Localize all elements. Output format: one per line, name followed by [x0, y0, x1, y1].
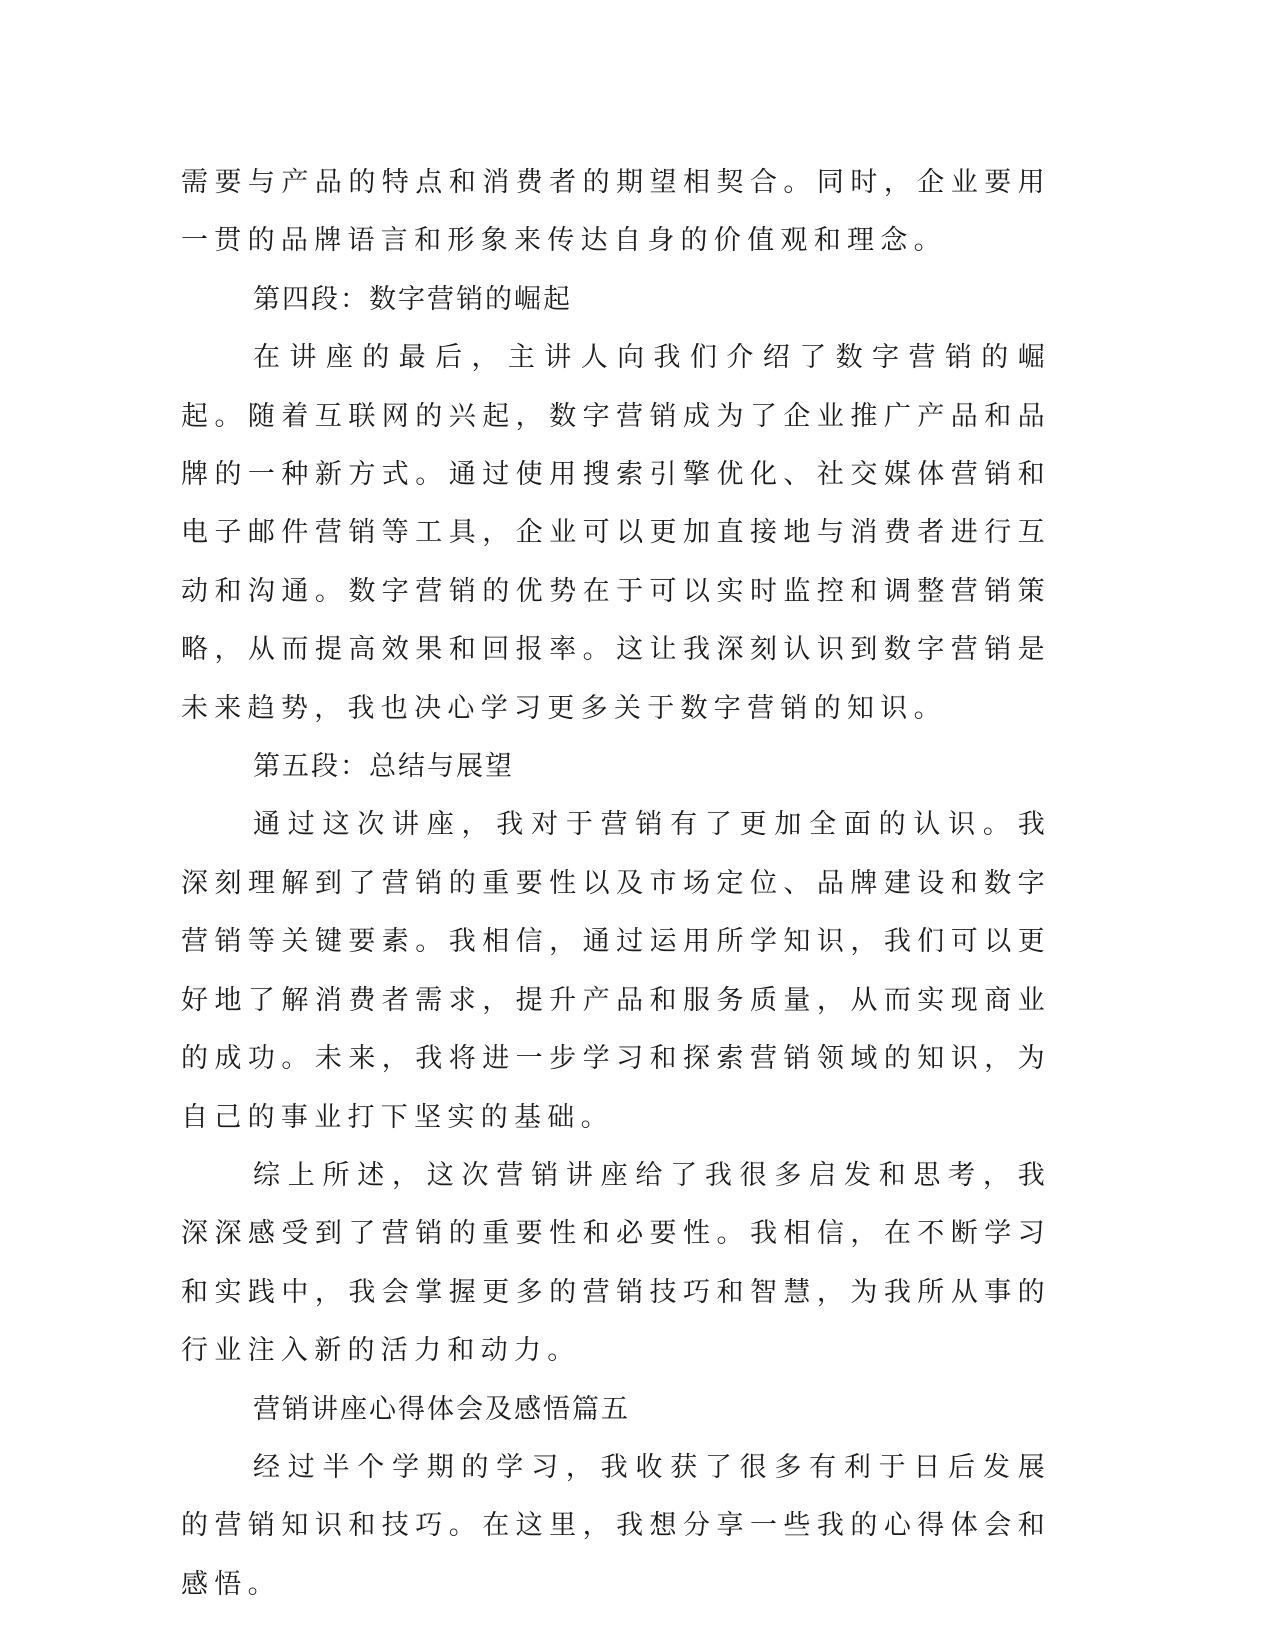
section-heading-4: 第四段：数字营销的崛起 [253, 283, 572, 315]
paragraph-summary: 通过这次讲座，我对于营销有了更加全面的认识。我深刻理解到了营销的重要性以及市场定位、品牌建设和数字营销等关键要素。我相信，通过运用所学知识，我们可以更好地了解消费者需求，提升产品和服务质量，从而实现商业的成功。未来，我将进一步学习和探索营销领域的知识，为自己的事业打下坚实的基础。 [181, 809, 1051, 1133]
paragraph-conclusion: 综上所述，这次营销讲座给了我很多启发和思考，我深深感受到了营销的重要性和必要性。我相信，在不断学习和实践中，我会掌握更多的营销技巧和智慧，为我所从事的行业注入新的活力和动力。 [181, 1159, 1051, 1367]
document-body [181, 154, 1051, 1614]
paragraph-brand-continued: 需要与产品的特点和消费者的期望相契合。同时，企业要用一贯的品牌语言和形象来传达自身的价值观和理念。 [181, 167, 1051, 257]
paragraph-digital-marketing: 在讲座的最后，主讲人向我们介绍了数字营销的崛起。随着互联网的兴起，数字营销成为了企业推广产品和品牌的一种新方式。通过使用搜索引擎优化、社交媒体营销和电子邮件营销等工具，企业可以更加直接地与消费者进行互动和沟通。数字营销的优势在于可以实时监控和调整营销策略，从而提高效果和回报率。这让我深刻认识到数字营销是未来趋势，我也决心学习更多关于数字营销的知识。 [181, 342, 1051, 724]
paragraph-part-5-intro: 经过半个学期的学习，我收获了很多有利于日后发展的营销知识和技巧。在这里，我想分享一些我的心得体会和感悟。 [181, 1451, 1051, 1600]
article-title-part-5: 营销讲座心得体会及感悟篇五 [253, 1393, 630, 1425]
section-heading-5: 第五段：总结与展望 [253, 751, 514, 783]
